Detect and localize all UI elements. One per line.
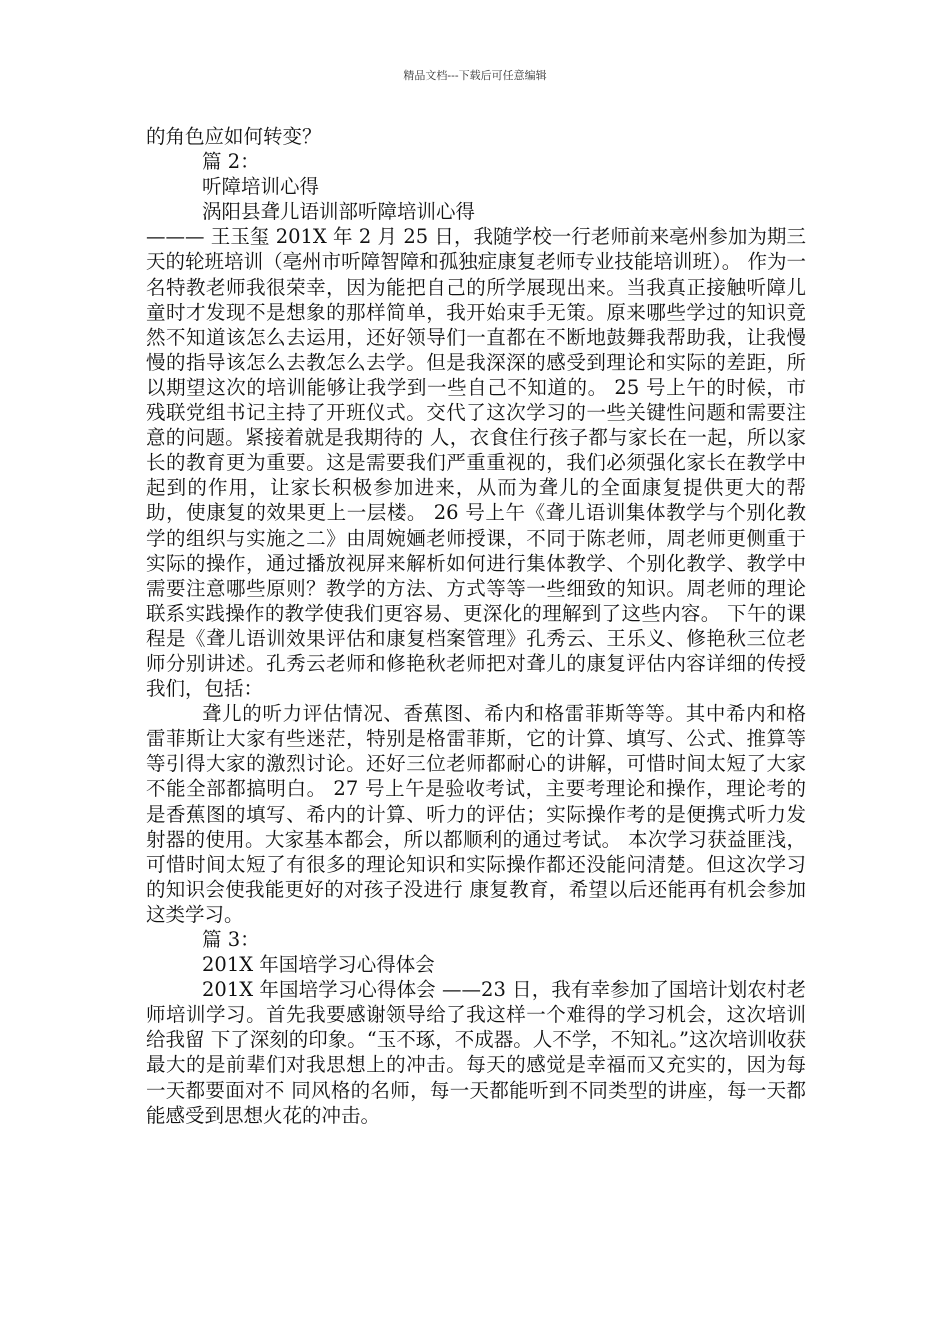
page-header: 精品文档---下载后可任意编辑 — [403, 69, 547, 82]
section-heading: 篇 2： — [202, 150, 260, 174]
article-title: 201X 年国培学习心得体会 — [202, 953, 435, 977]
paragraph: 的角色应如何转变？ — [146, 125, 322, 148]
paragraph: ——— 王玉玺 201X 年 2 月 25 日，我随学校一行老师前来亳州参加为期三天的轮班培训（亳州市听障智障和孤独症康复老师专业技能培训班）。 作为一名特教老师我很荣幸，因为能把自己的所学展现出来。当我真正接触听障儿童时才发现不是想象的那样简单，我开始束手无策。原来哪些学过的知识竟然不知道该怎么去运用，还好领导们一直都在不断地鼓舞我帮助我，让我慢慢的指导该怎么去教怎么去学。但是我深深的感受到理论和实际的差距，所以期望这次的培训能够让我学到一些自己不知道的。 25 号上午的时候，市残联党组书记主持了开班仪式。交代了这次学习的一些关键性问题和需要注意的问题。紧接着就是我期待的 人，衣食住行孩子都与家长在一起，所以家长的教育更为重要。这是需要我们严重重视的，我们必须强化家长在教学中起到的作用，让家长积极参加进来，从而为聋儿的全面康复提供更大的帮助，使康复的效果更上一层楼。 26 号上午《聋儿语训集体教学与个别化教学的组织与实施之二》由周婉婳老师授课，不同于陈老师，周老师更侧重于实际的操作，通过播放视屏来解析如何进行集体教学、个别化教学、教学中需要注意哪些原则？教学的方法、方式等等一些细致的知识。周老师的理论联系实践操作的教学使我们更容易、更深化的理解到了这些内容。 下午的课程是《聋儿语训效果评估和康复档案管理》孔秀云、王乐义、修艳秋三位老师分别讲述。孔秀云老师和修艳秋老师把对聋儿的康复评估内容详细的传授我们，包括： — [146, 225, 806, 701]
section-heading: 篇 3： — [202, 928, 260, 951]
paragraph: 201X 年国培学习心得体会 ——23 日，我有幸参加了国培计划农村老师培训学习。首先我要感谢领导给了我这样一个难得的学习机会，这次培训给我留 下了深刻的印象。“玉不琢，不成器。人不学，不知礼。”这次培训收获最大的是前辈们对我思想上的冲击。每天的感觉是幸福而又充实的，因为每一天都要面对不 同风格的名师，每一天都能听到不同类型的讲座，每一天都能感受到思想火花的冲击。 — [146, 978, 806, 1127]
article-title: 听障培训心得 — [202, 175, 320, 199]
paragraph: 聋儿的听力评估情况、香蕉图、希内和格雷菲斯等等。其中希内和格雷菲斯让大家有些迷茫，特别是格雷菲斯，它的计算、填写、公式、推算等等引得大家的激烈讨论。还好三位老师都耐心的讲解，可惜时间太短了大家不能全部都搞明白。 27 号上午是验收考试，主要考理论和操作，理论考的是香蕉图的填写、希内的计算、听力的评估；实际操作考的是便携式听力发射器的使用。大家基本都会，所以都顺利的通过考试。 本次学习获益匪浅，可惜时间太短了有很多的理论知识和实际操作都还没能问清楚。但这次学习的知识会使我能更好的对孩子没进行 康复教育，希望以后还能再有机会参加这类学习。 — [146, 702, 806, 926]
article-subtitle: 涡阳县聋儿语训部听障培训心得 — [202, 200, 476, 224]
document-body — [146, 124, 806, 1128]
